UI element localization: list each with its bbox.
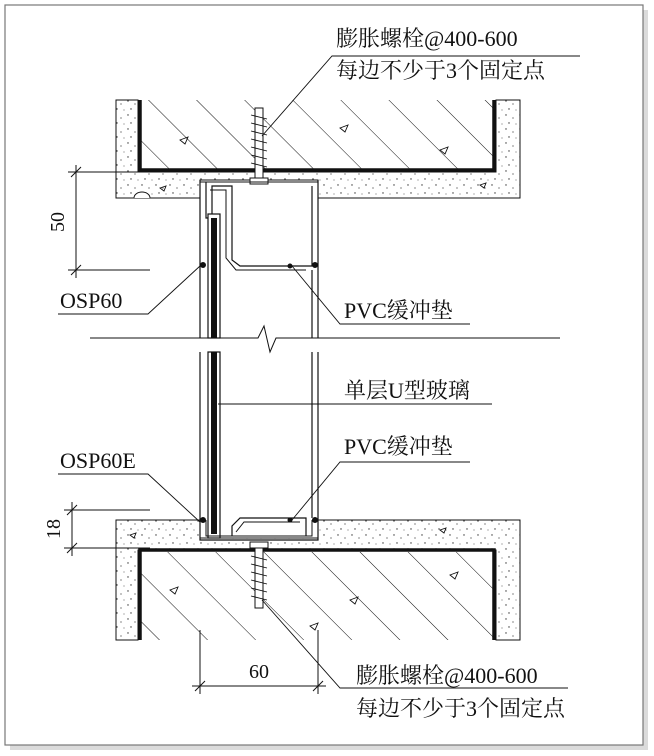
label-top-anchor-line2: 每边不少于3个固定点 (336, 58, 546, 83)
label-bottom-anchor-line1: 膨胀螺栓@400-600 (356, 663, 538, 688)
label-bottom-anchor-line2: 每边不少于3个固定点 (356, 696, 566, 721)
label-top-anchor-line1: 膨胀螺栓@400-600 (336, 26, 518, 51)
label-pvc-pad-lower: PVC缓冲垫 (344, 434, 453, 459)
label-osp60: OSP60 (60, 288, 123, 313)
label-osp60e: OSP60E (60, 448, 136, 473)
dim-width-value: 60 (249, 661, 269, 683)
dim-top-gap-value: 50 (47, 212, 69, 232)
label-u-glass: 单层U型玻璃 (344, 378, 470, 403)
label-pvc-pad-upper: PVC缓冲垫 (344, 298, 453, 323)
dim-bottom-gap-value: 18 (43, 519, 65, 539)
